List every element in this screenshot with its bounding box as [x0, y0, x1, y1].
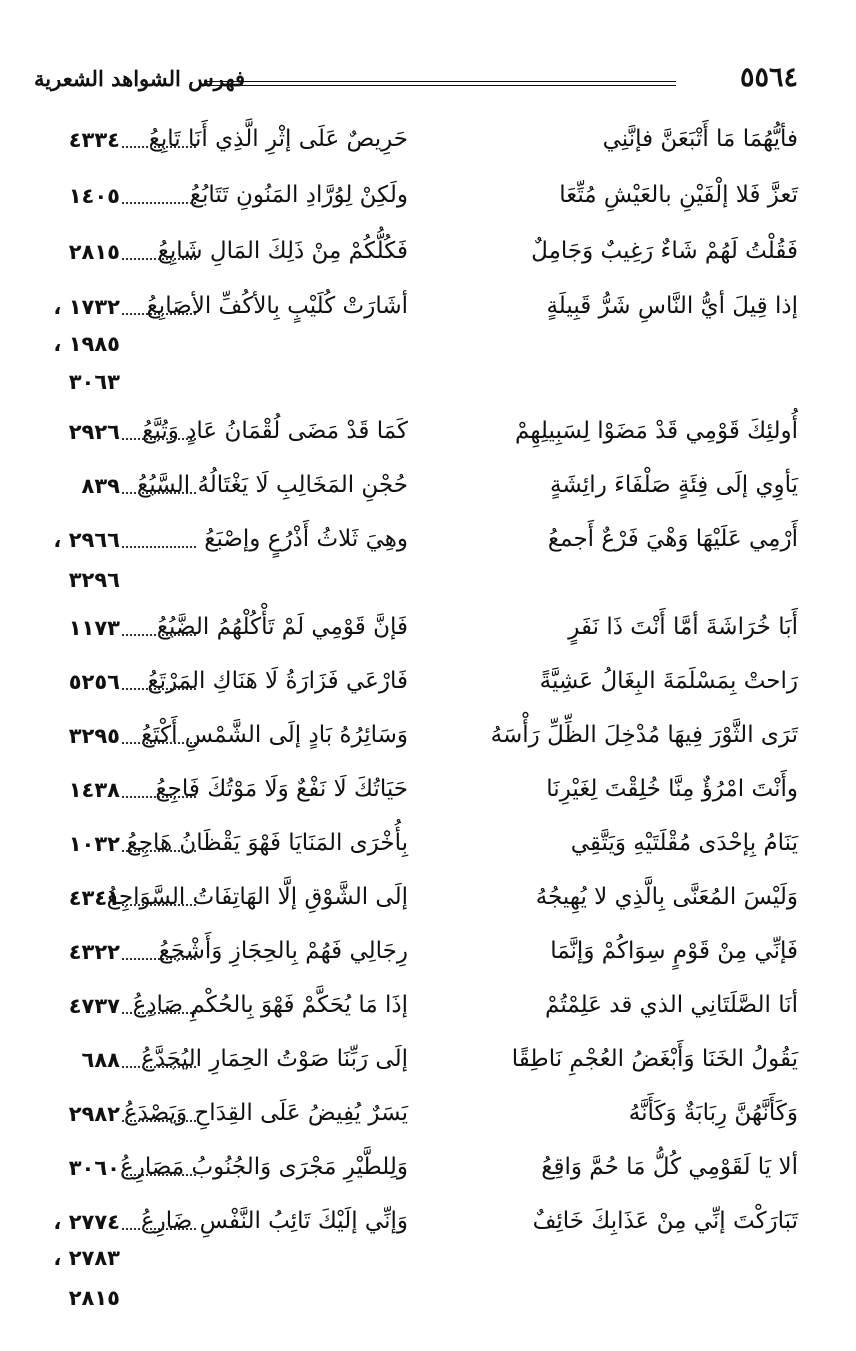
verse-second-hemistich: حَيَاتُكَ لَا نَفْعٌ وَلَا مَوْتُكَ فَاجِعُ — [155, 776, 408, 802]
verse-row — [0, 1038, 856, 1092]
verse-second-hemistich: إلَى الشَّوْقِ إلَّا الهَاتِفَاتُ السَّوَاجِعُ — [106, 884, 408, 910]
dot-leader — [122, 146, 196, 148]
verse-second-hemistich: كَمَا قَدْ مَضَى لُقْمَانُ عَادٍ وَتُبَّعُ — [142, 418, 408, 444]
dot-leader — [122, 438, 196, 440]
reference-number: ٢٧٧٤ ، — [53, 1210, 120, 1234]
dot-leader — [122, 634, 196, 636]
verse-second-hemistich: ولَكِنْ لِوُرَّادِ المَنُونِ تَتَابُعُ — [189, 182, 408, 208]
verse-first-hemistich: رَاحتْ بِمَسْلَمَةَ البِغَالُ عَشِيَّةً — [539, 668, 798, 694]
verse-second-hemistich: إلَى رَبِّنَا صَوْتُ الحِمَارِ اليُجَدَّعُ — [141, 1046, 408, 1072]
verse-second-hemistich: أشَارَتْ كُلَيْبٍ بِالأكُفِّ الأصَابِعُ — [146, 293, 408, 319]
verse-first-hemistich: أنَا الصَّلَتَانِي الذي قد عَلِمْتُمْ — [545, 992, 798, 1018]
verse-first-hemistich: وأَنْتَ امْرُؤٌ مِنَّا خُلِقْتَ لِغَيْرِنَا — [546, 776, 798, 802]
verse-second-hemistich: إذَا مَا يُحَكَّمْ فَهْوَ بِالحُكْمِ صَادِعُ — [132, 992, 408, 1018]
dot-leader — [122, 492, 196, 494]
verse-second-hemistich: وهِيَ ثَلاثُ أَذْرُعٍ وإصْبَعُ — [204, 526, 408, 552]
reference-number: ٦٨٨ — [81, 1048, 120, 1072]
reference-number: ٤٣٢٢ — [68, 940, 120, 964]
verse-row — [0, 518, 856, 572]
reference-number: ١٤٣٨ — [68, 778, 120, 802]
dot-leader — [122, 1066, 196, 1068]
verse-row — [0, 566, 856, 602]
verse-first-hemistich: وَلَيْسَ المُعَنَّى بِالَّذِي لا يُهِيجُهُ — [535, 884, 798, 910]
reference-number: ٣٠٦٠ — [68, 1156, 120, 1180]
verse-second-hemistich: حُجْنِ المَخَالِبِ لَا يَغْتَالُهُ السَّبُعُ — [137, 472, 408, 498]
verse-first-hemistich: تَعزَّ فَلا إلْفَيْنِ بالعَيْشِ مُتِّعَا — [559, 182, 798, 208]
verse-second-hemistich: فَكُلُّكُمْ مِنْ ذَلِكَ المَالِ شَابِعُ — [157, 238, 408, 264]
verse-row — [0, 714, 856, 768]
verse-row — [0, 174, 856, 228]
verse-first-hemistich: أُولئِكَ قَوْمِي قَدْ مَضَوْا لِسَبِيلِهِمْ — [515, 418, 798, 444]
reference-number: ٢٨١٥ — [68, 240, 120, 264]
dot-leader — [122, 958, 196, 960]
dot-leader — [122, 1012, 196, 1014]
dot-leader — [122, 904, 196, 906]
verse-row — [0, 1146, 856, 1200]
verse-row — [0, 606, 856, 660]
dot-leader — [122, 313, 196, 315]
verse-row — [0, 1284, 856, 1320]
dot-leader — [122, 850, 196, 852]
reference-number: ٤٣٣٤ — [68, 128, 120, 152]
verse-row — [0, 660, 856, 714]
reference-number: ٢٩٢٦ — [68, 420, 120, 444]
verse-second-hemistich: يَسَرٌ يُفِيضُ عَلَى القِدَاحِ وَيَصْدَعُ — [123, 1100, 408, 1126]
verse-second-hemistich: فَإنَّ قَوْمِي لَمْ تَأْكُلْهُمُ الضَّبُعُ — [156, 614, 408, 640]
verse-first-hemistich: أَرْمِي عَلَيْهَا وَهْيَ فَرْعٌ أَجمعُ — [547, 526, 798, 552]
reference-number: ١١٧٣ — [68, 616, 120, 640]
reference-number-continued: ٢٨١٥ — [68, 1286, 120, 1310]
reference-number-continued: ٣٠٦٣ — [68, 370, 120, 394]
verse-first-hemistich: فَقُلْتُ لَهُمْ شَاءٌ رَغِيبٌ وَجَامِلٌ — [531, 238, 798, 264]
verse-first-hemistich: تَرَى الثَّوْرَ فِيهَا مُدْخِلَ الظِّلِّ رَأْسَهُ — [490, 722, 798, 748]
dot-leader — [122, 202, 196, 204]
reference-number: ٢٩٦٦ ، — [53, 528, 120, 552]
page-header-title: فهرس الشواهد الشعرية — [34, 66, 246, 91]
page-header — [34, 62, 798, 102]
verse-first-hemistich: ألا يَا لَقَوْمِي كُلُّ مَا حُمَّ وَاقِعُ — [541, 1154, 798, 1180]
dot-leader — [122, 258, 196, 260]
dot-leader — [122, 546, 196, 548]
verse-row — [0, 1244, 856, 1280]
verse-row — [0, 822, 856, 876]
verse-row — [0, 930, 856, 984]
dot-leader — [122, 796, 196, 798]
verse-row — [0, 464, 856, 518]
verse-first-hemistich: يَأوِي إلَى فِئَةٍ صَلْفَاءَ رائِشَةٍ — [550, 472, 798, 498]
dot-leader — [122, 1174, 196, 1176]
verse-first-hemistich: فأيُّهُمَا مَا أَتْبَعَنَّ فإنَّنِي — [602, 126, 798, 152]
verse-first-hemistich: إذا قِيلَ أيُّ النَّاسِ شَرُّ قَبِيلَةٍ — [546, 293, 798, 319]
reference-number: ١٠٣٢ — [68, 832, 120, 856]
reference-number-continued: ٣٢٩٦ — [68, 568, 120, 592]
dot-leader — [122, 1120, 196, 1122]
verse-second-hemistich: وَلِلطَّيْرِ مَجْرَى وَالجُنُوبُ مَصَارِعُ — [120, 1154, 408, 1180]
verse-row — [0, 410, 856, 464]
reference-number: ٤٣٤١ — [68, 886, 120, 910]
verse-second-hemistich: رِجَالِي فَهُمْ بِالحِجَازِ وَأَشْجَعُ — [158, 938, 408, 964]
verse-first-hemistich: تَبَارَكْتَ إنِّي مِنْ عَذَابِكَ خَائِفٌ — [532, 1208, 798, 1234]
verse-second-hemistich: وَسَائِرُهُ بَادٍ إلَى الشَّمْسِ أَكْتَعُ — [140, 722, 408, 748]
verse-first-hemistich: يَقُولُ الخَنَا وَأَبْغَضُ العُجْمِ نَاطِقًا — [511, 1046, 798, 1072]
page-number: ٥٥٦٤ — [739, 62, 798, 93]
verse-second-hemistich: حَرِيصٌ عَلَى إثْرِ الَّذِي أَنَا تَابِعُ — [148, 126, 408, 152]
verse-row — [0, 1092, 856, 1146]
verse-row — [0, 876, 856, 930]
dot-leader — [122, 742, 196, 744]
header-divider — [204, 81, 676, 86]
reference-number: ٢٩٨٢ — [68, 1102, 120, 1126]
verse-row — [0, 118, 856, 172]
dot-leader — [122, 1228, 196, 1230]
dot-leader — [122, 688, 196, 690]
verse-first-hemistich: فَإنِّي مِنْ قَوْمٍ سِوَاكُمْ وَإنَّمَا — [550, 938, 798, 964]
verse-row — [0, 368, 856, 404]
reference-number-continued: ٢٧٨٣ ، — [53, 1246, 120, 1270]
reference-number: ١٧٣٢ ، — [53, 295, 120, 319]
verse-first-hemistich: أَبَا خُرَاشَةَ أمَّا أَنْتَ ذَا نَفَرٍ — [568, 614, 798, 640]
verse-row — [0, 984, 856, 1038]
reference-number: ٣٢٩٥ — [68, 724, 120, 748]
reference-number: ٤٧٣٧ — [68, 994, 120, 1018]
verse-second-hemistich: فَارْعَي فَزَارَةُ لَا هَنَاكِ المَرْتَعُ — [147, 668, 408, 694]
reference-number: ٥٢٥٦ — [68, 670, 120, 694]
verse-second-hemistich: وَإنِّي إلَيْكَ تَائِبُ النَّفْسِ ضَارِعُ — [140, 1208, 408, 1234]
verse-row — [0, 330, 856, 366]
verse-first-hemistich: وَكَأَنَّهُنَّ رِبَابَةٌ وَكَأَنَّهُ — [628, 1100, 798, 1126]
reference-number: ٨٣٩ — [81, 474, 120, 498]
verse-second-hemistich: بِأُخْرَى المَنَايَا فَهْوَ يَقْظَانُ هَاجِعُ — [126, 830, 408, 856]
verse-first-hemistich: يَنَامُ بِإحْدَى مُقْلَتَيْهِ وَيَتَّقِي — [570, 830, 798, 856]
reference-number: ١٤٠٥ — [68, 184, 120, 208]
reference-number-continued: ١٩٨٥ ، — [53, 332, 120, 356]
verse-row — [0, 768, 856, 822]
verse-row — [0, 230, 856, 284]
